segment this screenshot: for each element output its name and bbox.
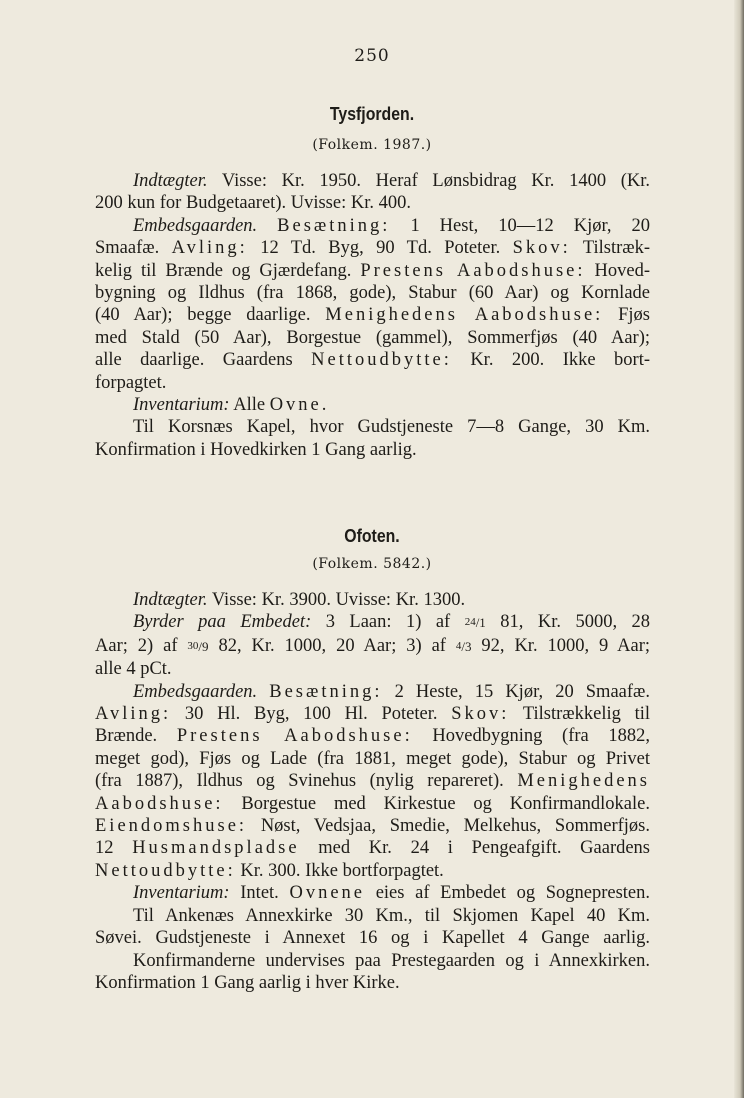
page-edge	[734, 0, 744, 1098]
text-line: Indtægter. Visse: Kr. 3900. Uvisse: Kr. 1300.	[133, 590, 466, 610]
section-heading-ofoten: Ofoten.	[344, 526, 400, 546]
section-heading-tysfjorden: Tysfjorden.	[329, 104, 415, 124]
text-line: Eiendomshuse: Nøst, Vedsjaa, Smedie, Melkehus, Sommerfjøs.	[95, 816, 651, 837]
label-inventarium: Inventarium:	[133, 883, 230, 904]
text-line: Smaafæ. Avling: 12 Td. Byg, 90 Td. Poteter. Skov: Tilstræk-	[95, 238, 651, 259]
text-line: (40 Aar); begge daarlige. Menighedens Aabodshuse: Fjøs	[95, 305, 651, 326]
text-line: med Stald (50 Aar), Borgestue (gammel), Sommerfjøs (40 Aar);	[95, 327, 650, 348]
label-embedsgaarden: Embedsgaarden.	[133, 681, 258, 702]
section-body-tysfjorden	[95, 170, 650, 461]
text-line: Aar; 2) af $^{30}$/9 82, Kr. 1000, 20 Aar; 3) af $^4$/3 92, Kr. 1000, 9 Aar;	[95, 635, 651, 656]
text-line: Inventarium: Alle Ovne.	[133, 395, 330, 416]
text-line: meget god), Fjøs og Lade (fra 1881, meget gode), Stabur og Privet	[95, 748, 650, 769]
text-line: forpagtet.	[95, 372, 167, 393]
text-line: Konfirmation i Hovedkirken 1 Gang aarlig.	[95, 439, 417, 460]
text-line: kelig til Brænde og Gjærdefang. Prestens Aabodshuse: Hoved-	[95, 260, 651, 281]
text-line: alle daarlige. Gaardens Nettoudbytte: Kr. 200. Ikke bort-	[95, 350, 650, 371]
page-number: 250	[354, 46, 390, 66]
text-line: bygning og Ildhus (fra 1868, gode), Stabur (60 Aar) og Kornlade	[95, 283, 650, 304]
text-line: 12 Husmandspladse med Kr. 24 i Pengeafgift. Gaardens	[95, 838, 651, 859]
text-line: Til Ankenæs Annexkirke 30 Km., til Skjomen Kapel 40 Km.	[133, 905, 650, 926]
text-line: Til Korsnæs Kapel, hvor Gudstjeneste 7—8 Gange, 30 Km.	[133, 417, 650, 438]
label-inventarium: Inventarium:	[133, 395, 230, 416]
text-line: Nettoudbytte: Kr. 300. Ikke bortforpagtet.	[95, 860, 444, 881]
text-line: Embedsgaarden. Besætning: 1 Hest, 10—12 Kjør, 20	[133, 215, 650, 236]
text-line: (fra 1887), Ildhus og Svinehus (nylig repareret). Menighedens	[95, 771, 651, 792]
section-body-ofoten	[95, 589, 650, 994]
label-embedsgaarden: Embedsgaarden.	[133, 215, 258, 236]
text-line: alle 4 pCt.	[95, 659, 172, 680]
text-line: Aabodshuse: Borgestue med Kirkestue og Konfirmandlokale.	[95, 793, 650, 814]
text-line: 200 kun for Budgetaaret). Uvisse: Kr. 400.	[95, 193, 411, 214]
text-line: Inventarium: Intet. Ovnene eies af Embedet og Sognepresten.	[133, 883, 651, 904]
text-line: Konfirmation 1 Gang aarlig i hver Kirke.	[95, 972, 400, 993]
label-byrder: Byrder paa Embedet:	[133, 612, 312, 633]
text-line: Brænde. Prestens Aabodshuse: Hovedbygning (fra 1882,	[95, 726, 651, 747]
text-line: Avling: 30 Hl. Byg, 100 Hl. Poteter. Skov: Tilstrækkelig til	[95, 704, 651, 725]
text-line: Søvei. Gudstjeneste i Annexet 16 og i Kapellet 4 Gange aarlig.	[95, 928, 650, 949]
text-line: Byrder paa Embedet: 3 Laan: 1) af $^{24}$/1 81, Kr. 5000, 28	[133, 612, 651, 633]
label-indtaegter: Indtægter.	[133, 171, 208, 191]
text-line: Konfirmanderne undervises paa Prestegaarden og i Annexkirken.	[133, 950, 650, 971]
text-line: Indtægter. Visse: Kr. 1950. Heraf Lønsbidrag Kr. 1400 (Kr.	[133, 171, 650, 191]
population-tysfjorden: (Folkem. 1987.)	[312, 137, 432, 153]
label-indtaegter: Indtægter.	[133, 590, 208, 610]
text-line: Embedsgaarden. Besætning: 2 Heste, 15 Kjør, 20 Smaafæ.	[133, 681, 650, 702]
population-ofoten: (Folkem. 5842.)	[312, 556, 432, 572]
